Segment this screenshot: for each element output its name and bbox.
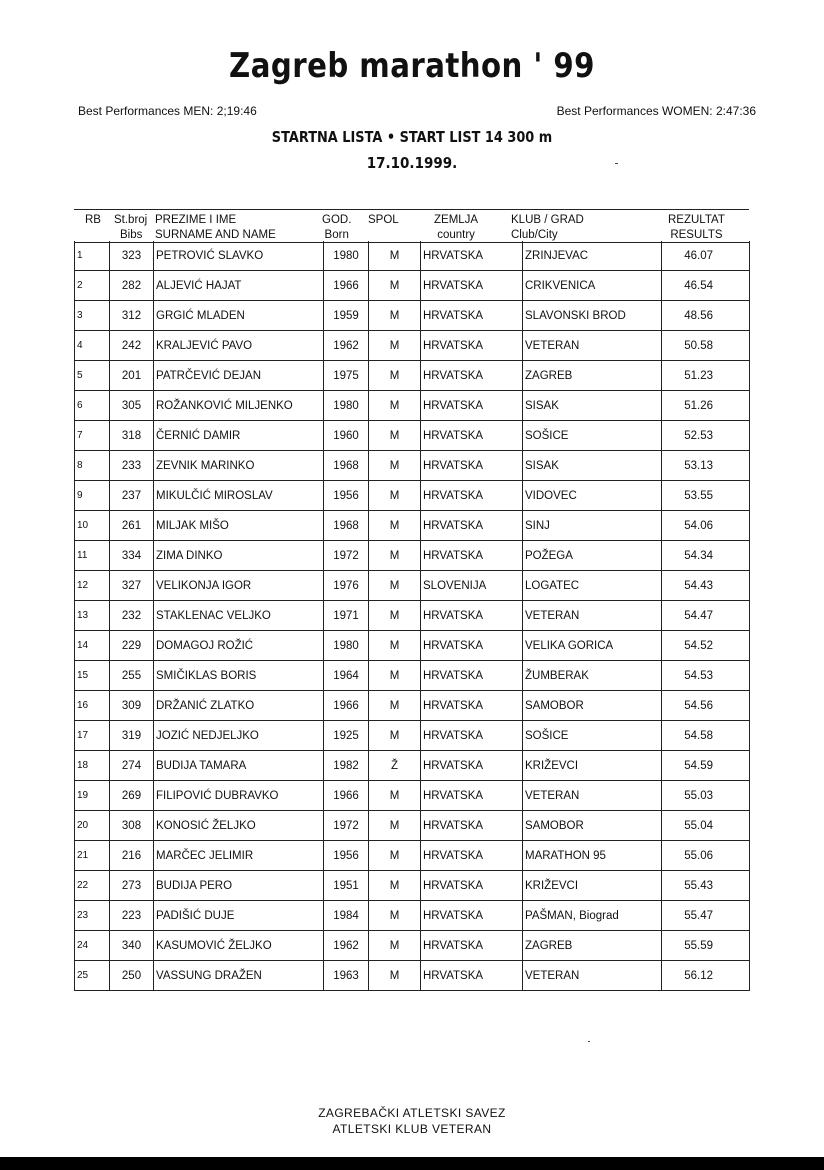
cell-rank: 6: [75, 391, 110, 421]
cell-name: ZEVNIK MARINKO: [154, 451, 324, 481]
table-row: [75, 361, 750, 391]
cell-club: VIDOVEC: [523, 481, 662, 511]
cell-name: VASSUNG DRAŽEN: [154, 961, 324, 991]
header-rb: RB: [85, 214, 101, 226]
cell-sex: M: [369, 241, 421, 271]
table-row: [75, 601, 750, 631]
cell-name: ČERNIĆ DAMIR: [154, 421, 324, 451]
cell-sex: M: [369, 781, 421, 811]
cell-sex: M: [369, 601, 421, 631]
cell-result: 53.13: [662, 451, 750, 481]
table-row: [75, 841, 750, 871]
cell-rank: 3: [75, 301, 110, 331]
cell-bib: 309: [110, 691, 154, 721]
cell-rank: 5: [75, 361, 110, 391]
table-row: [75, 541, 750, 571]
cell-result: 48.56: [662, 301, 750, 331]
table-row: [75, 331, 750, 361]
cell-bib: 261: [110, 511, 154, 541]
table-row: [75, 871, 750, 901]
cell-rank: 17: [75, 721, 110, 751]
cell-born: 1960: [324, 421, 369, 451]
cell-born: 1956: [324, 841, 369, 871]
cell-sex: M: [369, 331, 421, 361]
cell-name: MARČEC JELIMIR: [154, 841, 324, 871]
event-date: 17.10.1999.: [366, 154, 458, 172]
cell-country: HRVATSKA: [421, 931, 523, 961]
cell-result: 46.07: [662, 241, 750, 271]
cell-name: PADIŠIĆ DUJE: [154, 901, 324, 931]
cell-bib: 242: [110, 331, 154, 361]
cell-club: PAŠMAN, Biograd: [523, 901, 662, 931]
best-performance-women: Best Performances WOMEN: 2:47:36: [556, 104, 756, 118]
table-row: [75, 511, 750, 541]
cell-rank: 16: [75, 691, 110, 721]
cell-rank: 9: [75, 481, 110, 511]
cell-name: BUDIJA TAMARA: [154, 751, 324, 781]
cell-country: HRVATSKA: [421, 901, 523, 931]
cell-bib: 273: [110, 871, 154, 901]
start-list-subtitle: STARTNA LISTA • START LIST 14 300 m: [271, 128, 553, 146]
cell-born: 1984: [324, 901, 369, 931]
cell-result: 55.47: [662, 901, 750, 931]
cell-bib: 201: [110, 361, 154, 391]
cell-born: 1975: [324, 361, 369, 391]
cell-club: SLAVONSKI BROD: [523, 301, 662, 331]
scan-edge-bar: [0, 1157, 824, 1170]
cell-club: SAMOBOR: [523, 811, 662, 841]
cell-country: HRVATSKA: [421, 961, 523, 991]
cell-club: SISAK: [523, 451, 662, 481]
table-row: [75, 301, 750, 331]
cell-result: 54.47: [662, 601, 750, 631]
cell-country: HRVATSKA: [421, 721, 523, 751]
cell-country: HRVATSKA: [421, 271, 523, 301]
cell-country: HRVATSKA: [421, 661, 523, 691]
cell-name: PATRČEVIĆ DEJAN: [154, 361, 324, 391]
table-row: [75, 901, 750, 931]
cell-country: HRVATSKA: [421, 481, 523, 511]
cell-result: 54.34: [662, 541, 750, 571]
cell-name: KONOSIĆ ŽELJKO: [154, 811, 324, 841]
table-row: [75, 691, 750, 721]
cell-sex: M: [369, 931, 421, 961]
cell-country: HRVATSKA: [421, 361, 523, 391]
cell-sex: M: [369, 361, 421, 391]
cell-result: 54.56: [662, 691, 750, 721]
cell-sex: M: [369, 661, 421, 691]
table-row: [75, 571, 750, 601]
cell-born: 1966: [324, 271, 369, 301]
cell-name: KASUMOVIĆ ŽELJKO: [154, 931, 324, 961]
cell-name: FILIPOVIĆ DUBRAVKO: [154, 781, 324, 811]
cell-result: 55.43: [662, 871, 750, 901]
results-table: [74, 241, 750, 991]
cell-club: SOŠICE: [523, 421, 662, 451]
cell-born: 1966: [324, 691, 369, 721]
cell-result: 53.55: [662, 481, 750, 511]
cell-name: KRALJEVIĆ PAVO: [154, 331, 324, 361]
cell-club: KRIŽEVCI: [523, 751, 662, 781]
cell-name: ALJEVIĆ HAJAT: [154, 271, 324, 301]
table-row: [75, 751, 750, 781]
cell-rank: 10: [75, 511, 110, 541]
cell-sex: M: [369, 691, 421, 721]
organizer-footer: [0, 1105, 824, 1137]
cell-country: HRVATSKA: [421, 871, 523, 901]
best-performance-men: Best Performances MEN: 2;19:46: [78, 104, 257, 118]
cell-born: 1971: [324, 601, 369, 631]
cell-club: SINJ: [523, 511, 662, 541]
cell-born: 1951: [324, 871, 369, 901]
cell-name: BUDIJA PERO: [154, 871, 324, 901]
cell-result: 55.06: [662, 841, 750, 871]
cell-country: HRVATSKA: [421, 511, 523, 541]
cell-bib: 233: [110, 451, 154, 481]
cell-born: 1972: [324, 541, 369, 571]
cell-country: HRVATSKA: [421, 751, 523, 781]
header-sex: SPOL: [368, 214, 399, 226]
cell-bib: 308: [110, 811, 154, 841]
cell-sex: M: [369, 871, 421, 901]
cell-result: 51.23: [662, 361, 750, 391]
cell-country: HRVATSKA: [421, 631, 523, 661]
cell-club: VELIKA GORICA: [523, 631, 662, 661]
organizer-line-2: ATLETSKI KLUB VETERAN: [332, 1122, 492, 1136]
cell-rank: 22: [75, 871, 110, 901]
cell-result: 54.52: [662, 631, 750, 661]
cell-club: MARATHON 95: [523, 841, 662, 871]
cell-club: ZAGREB: [523, 361, 662, 391]
cell-born: 1964: [324, 661, 369, 691]
cell-club: KRIŽEVCI: [523, 871, 662, 901]
cell-name: ZIMA DINKO: [154, 541, 324, 571]
cell-sex: M: [369, 421, 421, 451]
table-row: [75, 721, 750, 751]
header-bib: St.broj Bibs: [114, 214, 148, 241]
cell-country: HRVATSKA: [421, 451, 523, 481]
cell-name: PETROVIĆ SLAVKO: [154, 241, 324, 271]
cell-rank: 20: [75, 811, 110, 841]
cell-born: 1959: [324, 301, 369, 331]
cell-rank: 19: [75, 781, 110, 811]
cell-country: HRVATSKA: [421, 811, 523, 841]
cell-born: 1968: [324, 511, 369, 541]
cell-result: 54.58: [662, 721, 750, 751]
cell-club: LOGATEC: [523, 571, 662, 601]
cell-born: 1980: [324, 391, 369, 421]
cell-bib: 269: [110, 781, 154, 811]
cell-bib: 327: [110, 571, 154, 601]
scan-speck: [615, 163, 618, 164]
cell-country: HRVATSKA: [421, 421, 523, 451]
cell-name: STAKLENAC VELJKO: [154, 601, 324, 631]
header-name: PREZIME I IME SURNAME AND NAME: [155, 214, 276, 241]
cell-club: SAMOBOR: [523, 691, 662, 721]
table-row: [75, 661, 750, 691]
cell-sex: M: [369, 961, 421, 991]
cell-name: ROŽANKOVIĆ MILJENKO: [154, 391, 324, 421]
cell-bib: 334: [110, 541, 154, 571]
table-row: [75, 421, 750, 451]
cell-bib: 237: [110, 481, 154, 511]
cell-sex: M: [369, 481, 421, 511]
cell-born: 1980: [324, 241, 369, 271]
cell-club: ŽUMBERAK: [523, 661, 662, 691]
table-row: [75, 631, 750, 661]
cell-club: VETERAN: [523, 601, 662, 631]
table-row: [75, 931, 750, 961]
cell-name: GRGIĆ MLADEN: [154, 301, 324, 331]
cell-bib: 250: [110, 961, 154, 991]
table-row: [75, 271, 750, 301]
cell-born: 1968: [324, 451, 369, 481]
cell-sex: M: [369, 841, 421, 871]
table-row: [75, 781, 750, 811]
cell-bib: 274: [110, 751, 154, 781]
cell-name: SMIČIKLAS BORIS: [154, 661, 324, 691]
cell-born: 1956: [324, 481, 369, 511]
table-row: [75, 481, 750, 511]
cell-bib: 340: [110, 931, 154, 961]
cell-rank: 2: [75, 271, 110, 301]
cell-born: 1962: [324, 331, 369, 361]
cell-rank: 24: [75, 931, 110, 961]
cell-country: HRVATSKA: [421, 541, 523, 571]
header-club: KLUB / GRAD Club/City: [511, 214, 584, 241]
cell-result: 52.53: [662, 421, 750, 451]
cell-name: MIKULČIĆ MIROSLAV: [154, 481, 324, 511]
cell-bib: 232: [110, 601, 154, 631]
cell-rank: 4: [75, 331, 110, 361]
cell-bib: 216: [110, 841, 154, 871]
cell-rank: 12: [75, 571, 110, 601]
cell-result: 55.59: [662, 931, 750, 961]
cell-country: HRVATSKA: [421, 241, 523, 271]
cell-bib: 305: [110, 391, 154, 421]
cell-rank: 7: [75, 421, 110, 451]
cell-club: VETERAN: [523, 331, 662, 361]
cell-club: SISAK: [523, 391, 662, 421]
cell-club: CRIKVENICA: [523, 271, 662, 301]
cell-bib: 255: [110, 661, 154, 691]
cell-sex: M: [369, 301, 421, 331]
cell-bib: 319: [110, 721, 154, 751]
cell-rank: 23: [75, 901, 110, 931]
cell-name: JOZIĆ NEDJELJKO: [154, 721, 324, 751]
cell-club: VETERAN: [523, 961, 662, 991]
cell-result: 55.03: [662, 781, 750, 811]
cell-sex: Ž: [369, 751, 421, 781]
table-row: [75, 451, 750, 481]
cell-born: 1972: [324, 811, 369, 841]
cell-name: VELIKONJA IGOR: [154, 571, 324, 601]
cell-club: POŽEGA: [523, 541, 662, 571]
scan-speck: [588, 1041, 590, 1042]
cell-result: 46.54: [662, 271, 750, 301]
cell-bib: 312: [110, 301, 154, 331]
cell-born: 1962: [324, 931, 369, 961]
cell-bib: 229: [110, 631, 154, 661]
header-country: ZEMLJA country: [434, 214, 479, 241]
cell-club: ZAGREB: [523, 931, 662, 961]
cell-result: 54.59: [662, 751, 750, 781]
header-born: GOD. Born: [322, 214, 352, 241]
cell-bib: 318: [110, 421, 154, 451]
cell-born: 1963: [324, 961, 369, 991]
cell-rank: 14: [75, 631, 110, 661]
cell-bib: 323: [110, 241, 154, 271]
table-row: [75, 241, 750, 271]
cell-rank: 11: [75, 541, 110, 571]
cell-rank: 8: [75, 451, 110, 481]
cell-born: 1966: [324, 781, 369, 811]
cell-sex: M: [369, 571, 421, 601]
cell-rank: 13: [75, 601, 110, 631]
cell-sex: M: [369, 391, 421, 421]
cell-name: DOMAGOJ ROŽIĆ: [154, 631, 324, 661]
cell-name: DRŽANIĆ ZLATKO: [154, 691, 324, 721]
cell-result: 54.53: [662, 661, 750, 691]
cell-result: 56.12: [662, 961, 750, 991]
cell-sex: M: [369, 721, 421, 751]
cell-sex: M: [369, 511, 421, 541]
cell-country: HRVATSKA: [421, 301, 523, 331]
document-title: Zagreb marathon ' 99: [229, 46, 595, 86]
cell-result: 55.04: [662, 811, 750, 841]
cell-country: HRVATSKA: [421, 331, 523, 361]
cell-name: MILJAK MIŠO: [154, 511, 324, 541]
table-row: [75, 961, 750, 991]
cell-sex: M: [369, 811, 421, 841]
cell-result: 51.26: [662, 391, 750, 421]
cell-rank: 18: [75, 751, 110, 781]
cell-country: HRVATSKA: [421, 391, 523, 421]
cell-born: 1925: [324, 721, 369, 751]
cell-rank: 21: [75, 841, 110, 871]
cell-sex: M: [369, 451, 421, 481]
cell-bib: 223: [110, 901, 154, 931]
cell-country: HRVATSKA: [421, 781, 523, 811]
cell-sex: M: [369, 631, 421, 661]
cell-rank: 25: [75, 961, 110, 991]
table-header: [74, 209, 749, 243]
cell-result: 54.43: [662, 571, 750, 601]
cell-rank: 15: [75, 661, 110, 691]
cell-born: 1980: [324, 631, 369, 661]
cell-result: 54.06: [662, 511, 750, 541]
header-result: REZULTAT RESULTS: [668, 214, 725, 241]
cell-bib: 282: [110, 271, 154, 301]
cell-born: 1976: [324, 571, 369, 601]
table-row: [75, 811, 750, 841]
table-row: [75, 391, 750, 421]
cell-sex: M: [369, 271, 421, 301]
cell-country: HRVATSKA: [421, 691, 523, 721]
cell-country: HRVATSKA: [421, 841, 523, 871]
cell-sex: M: [369, 901, 421, 931]
organizer-line-1: ZAGREBAČKI ATLETSKI SAVEZ: [318, 1106, 506, 1120]
cell-country: HRVATSKA: [421, 601, 523, 631]
cell-club: ZRINJEVAC: [523, 241, 662, 271]
cell-born: 1982: [324, 751, 369, 781]
cell-club: VETERAN: [523, 781, 662, 811]
cell-club: SOŠICE: [523, 721, 662, 751]
cell-country: SLOVENIJA: [421, 571, 523, 601]
cell-sex: M: [369, 541, 421, 571]
cell-result: 50.58: [662, 331, 750, 361]
cell-rank: 1: [75, 241, 110, 271]
